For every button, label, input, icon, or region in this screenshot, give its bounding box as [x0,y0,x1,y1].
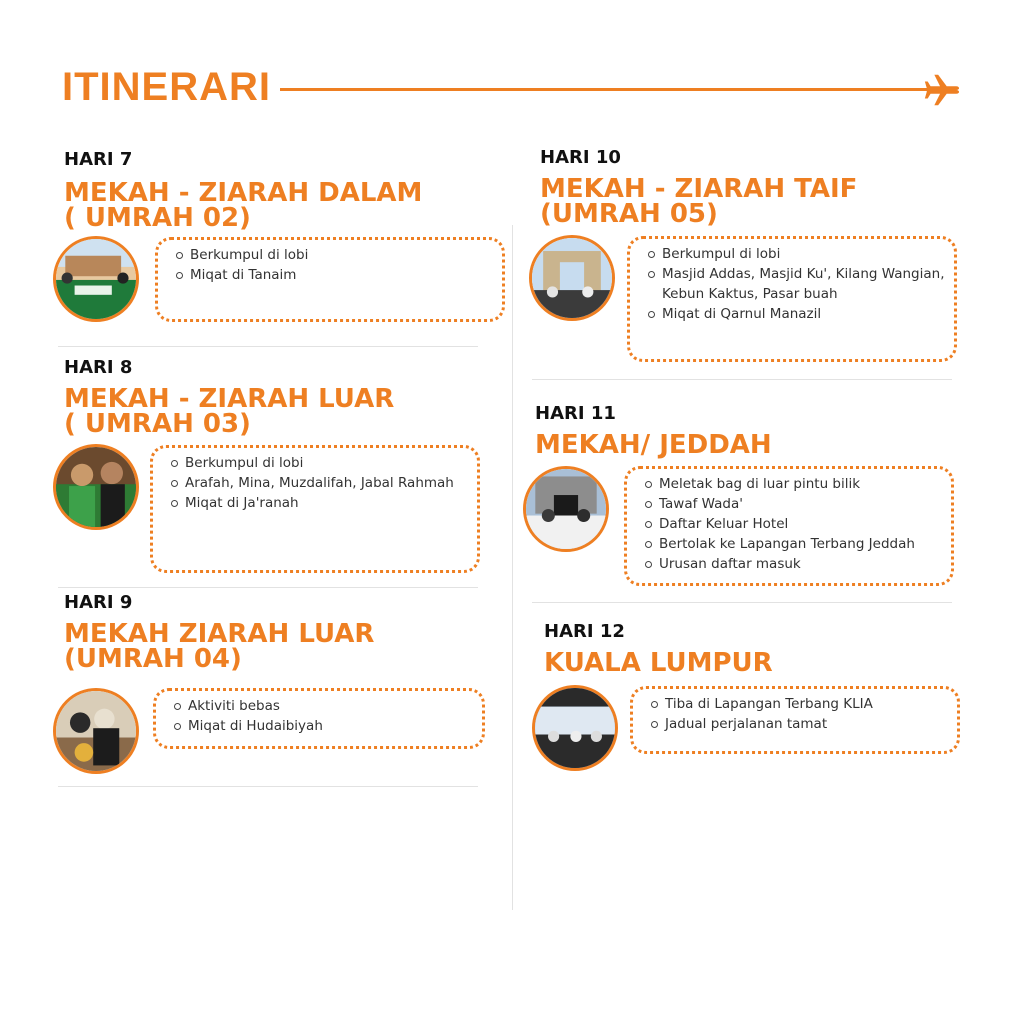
list-item: Berkumpul di lobi [648,244,946,264]
day-photo [53,688,139,774]
day-photo [53,444,139,530]
day-photo [529,235,615,321]
list-item: Berkumpul di lobi [171,453,469,473]
day-label: HARI 7 [64,149,133,170]
list-item: Jadual perjalanan tamat [651,714,949,734]
section-separator [58,587,478,588]
list-item: Berkumpul di lobi [176,245,494,265]
list-item: Miqat di Qarnul Manazil [648,304,946,324]
day-photo [532,685,618,771]
list-item: Miqat di Ja'ranah [171,493,469,513]
list-item: Masjid Addas, Masjid Ku', Kilang Wangian, Kebun Kaktus, Pasar buah [648,264,946,304]
day-title: MEKAH - ZIARAH LUAR ( UMRAH 03) [64,384,395,439]
day-photo [53,236,139,322]
day-title: KUALA LUMPUR [544,648,773,678]
activity-box [153,688,485,749]
day-label: HARI 9 [64,592,133,613]
activity-box [630,686,960,754]
list-item: Urusan daftar masuk [645,554,943,574]
activity-box [627,236,957,362]
section-separator [532,602,952,603]
list-item: Meletak bag di luar pintu bilik [645,474,943,494]
list-item: Daftar Keluar Hotel [645,514,943,534]
list-item: Tawaf Wada' [645,494,943,514]
list-item: Aktiviti bebas [174,696,474,716]
day-title: MEKAH ZIARAH LUAR (UMRAH 04) [64,619,375,674]
section-separator [58,786,478,787]
section-separator [532,379,952,380]
day-photo [523,466,609,552]
section-separator [58,346,478,347]
list-item: Bertolak ke Lapangan Terbang Jeddah [645,534,943,554]
day-label: HARI 11 [535,403,616,424]
day-title: MEKAH - ZIARAH TAIF (UMRAH 05) [540,174,858,229]
day-label: HARI 12 [544,621,625,642]
airplane-icon [922,72,960,108]
list-item: Miqat di Tanaim [176,265,494,285]
column-divider [512,225,513,910]
list-item: Arafah, Mina, Muzdalifah, Jabal Rahmah [171,473,469,493]
day-label: HARI 10 [540,147,621,168]
activity-box [624,466,954,586]
list-item: Tiba di Lapangan Terbang KLIA [651,694,949,714]
list-item: Miqat di Hudaibiyah [174,716,474,736]
activity-box [150,445,480,573]
activity-box [155,237,505,322]
header-rule [280,88,930,91]
day-title: MEKAH/ JEDDAH [535,430,772,460]
day-label: HARI 8 [64,357,133,378]
page-title: ITINERARI [62,65,271,109]
day-title: MEKAH - ZIARAH DALAM ( UMRAH 02) [64,178,423,233]
